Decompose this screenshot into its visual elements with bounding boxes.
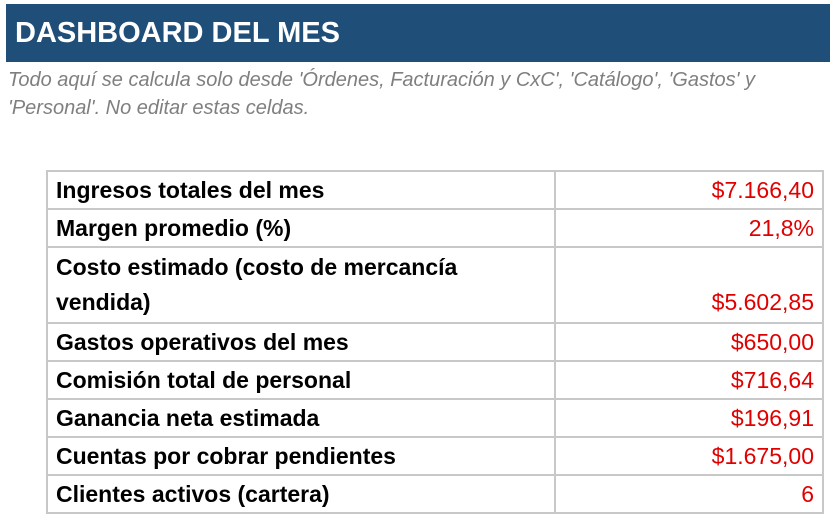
metric-row-cuentas [47,437,823,475]
metric-label-cell[interactable]: Ingresos totales del mes [47,171,555,209]
metric-value-cell[interactable]: $650,00 [555,323,823,361]
metric-row-ingresos [47,171,823,209]
metrics-table [46,170,824,514]
metric-label-cell[interactable]: Comisión total de personal [47,361,555,399]
metric-row-ganancia [47,399,823,437]
metric-row-gastos [47,323,823,361]
metric-value-cell[interactable]: $716,64 [555,361,823,399]
metric-value-cell[interactable]: 6 [555,475,823,513]
metric-value-cell[interactable]: $5.602,85 [555,247,823,323]
metric-value-cell[interactable]: $196,91 [555,399,823,437]
metric-value-cell[interactable]: 21,8% [555,209,823,247]
calculation-note: Todo aquí se calcula solo desde 'Órdenes, Facturación y CxC', 'Catálogo', 'Gastos' y 'Personal'. No editar estas celdas. [8,69,756,119]
page-title: DASHBOARD DEL MES [15,16,340,49]
metric-row-margen [47,209,823,247]
dashboard-header [6,4,830,62]
metric-label-cell[interactable]: Costo estimado (costo de mercancía vendida) [47,247,555,323]
metric-label-cell[interactable]: Margen promedio (%) [47,209,555,247]
metric-value-cell[interactable]: $1.675,00 [555,437,823,475]
metric-label-cell[interactable]: Cuentas por cobrar pendientes [47,437,555,475]
metric-label-cell[interactable]: Gastos operativos del mes [47,323,555,361]
metric-label-cell[interactable]: Ganancia neta estimada [47,399,555,437]
metric-value-cell[interactable]: $7.166,40 [555,171,823,209]
metric-row-clientes [47,475,823,513]
metric-label-cell[interactable]: Clientes activos (cartera) [47,475,555,513]
metric-row-costo [47,247,823,323]
metric-row-comision [47,361,823,399]
